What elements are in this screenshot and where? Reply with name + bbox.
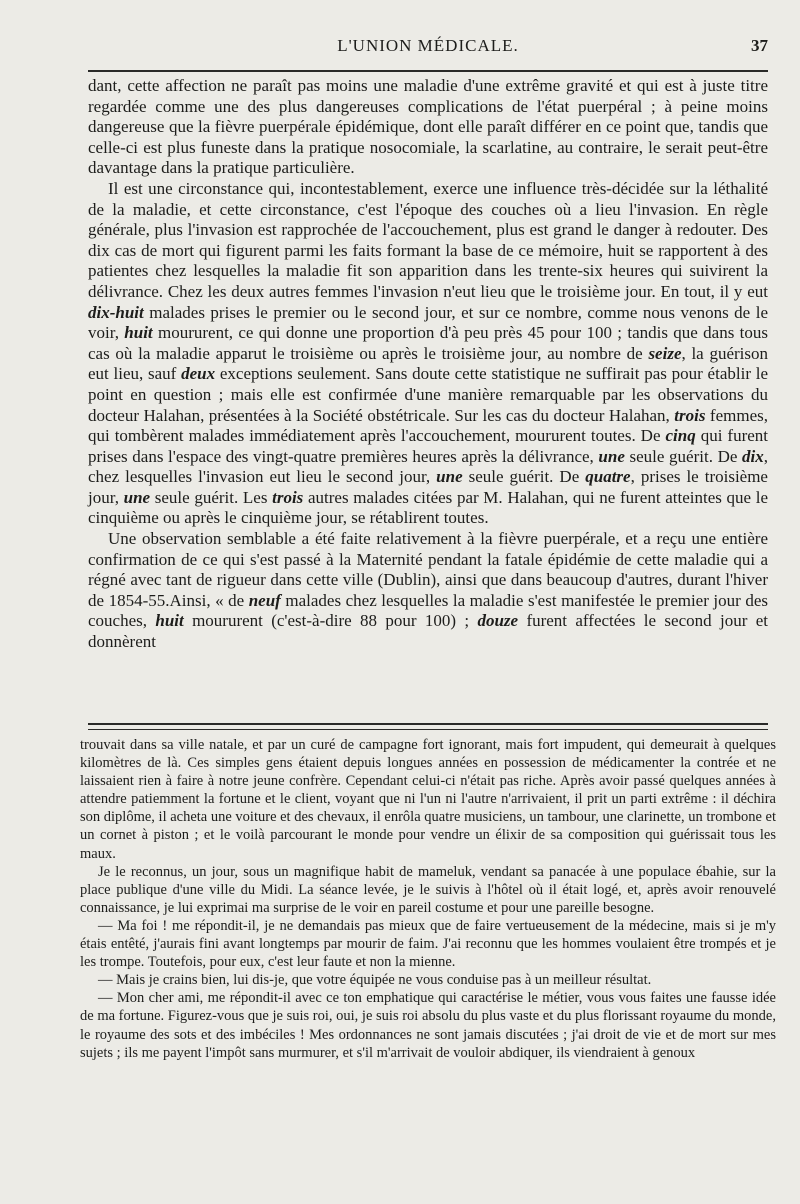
text-run: seule guérit. Les (150, 487, 273, 507)
running-title: L'UNION MÉDICALE. (337, 36, 519, 55)
text-run: dant, cette affection ne paraît pas moins une maladie d'une extrême gravité et qui est à juste titre regardée comme une des plus dangereuses complications de l'état puerpéral ; à peine moins dangereuse que la fièvre puerpérale épidémique, dont elle paraît différer en ce point que, tandis que celle-ci est plus funeste dans la pratique nosocomiale, la scarlatine, au contraire, le serait peut-être davantage dans la pratique particulière. (88, 76, 768, 178)
emphasized-number: trois (674, 405, 706, 425)
emphasized-number: douze (477, 611, 519, 631)
text-run: seule guérit. De (624, 446, 743, 466)
text-run: seule guérit. De (462, 467, 586, 487)
text-run: , la guérison eut lieu, sauf (88, 343, 768, 384)
footnote-separator-thick (88, 723, 768, 725)
emphasized-number: trois (272, 487, 304, 507)
paragraph (88, 76, 768, 179)
text-run: moururent (c'est-à-dire 88 pour 100) ; (183, 611, 478, 631)
text-run: , prises le troisième jour, (88, 467, 768, 507)
text-run: , chez lesquelles l'invasion eut lieu le second jour, (88, 446, 769, 487)
footnote-paragraph: — Mais je crains bien, lui dis-je, que votre équipée ne vous conduise pas à un meilleur résultat. (98, 972, 652, 989)
header-rule (88, 70, 768, 72)
main-text (88, 76, 768, 653)
footnote-paragraph: — Ma foi ! me répondit-il, je ne demandais pas mieux que de faire vertueusement de la médecine, mais si je m'y étais entêté, j'aurais fini avant longtemps par mourir de faim. J'ai reconnu que les hommes voulaient être trompés et je les trompe. Toutefois, pour eux, c'est leur faute et non la mienne. (80, 917, 776, 971)
emphasized-number: une (436, 467, 463, 487)
text-run: furent affectées le second jour et donnèrent (88, 611, 768, 652)
emphasized-number: une (123, 487, 151, 507)
emphasized-number: dix-huit (88, 302, 144, 322)
emphasized-number: cinq (665, 426, 696, 446)
text-run: Une observation semblable a été faite relativement à la fièvre puerpérale, et a reçu une entière confirmation de ce qui s'est passé à la Maternité pendant la fatale épidémie de cette maladie qui a régné avec tant de rigueur dans cette ville (Dublin), ainsi que dans beaucoup d'autres, durant l'hiver de 1854-55.Ainsi, « de (88, 529, 768, 610)
emphasized-number: huit (155, 611, 184, 631)
text-run: autres malades citées par M. Halahan, qui ne furent atteintes que le cinquième ou après le cinquième jour, se rétablirent toutes. (88, 487, 768, 528)
paragraph (88, 179, 768, 529)
page-header (88, 36, 768, 58)
paragraph (88, 529, 768, 653)
text-run: Il est une circonstance qui, incontestablement, exerce une influence très-décidée sur la léthalité de la maladie, et cette circonstance, c'est l'époque des couches où a lieu l'invasion. En règle générale, plus l'invasion est rapprochée de l'accouchement, plus est grand le danger à redouter. Des dix cas de mort qui figurent parmi les faits formant la base de ce mémoire, huit se rapportent à des patientes chez lesquelles la maladie fit son apparition dans les trente-six heures qui suivirent la délivrance. Chez les deux autres femmes l'invasion n'eut lieu que le troisième jour. En tout, il y eut (88, 178, 768, 301)
text-run: malades prises le premier ou le second jour, et sur ce nombre, comme nous venons de le voir, (88, 302, 768, 343)
emphasized-number: neuf (248, 590, 281, 610)
emphasized-number: quatre (585, 467, 631, 487)
footnote-separator-thin (88, 729, 768, 730)
footnote-paragraph: — Mon cher ami, me répondit-il avec ce ton emphatique qui caractérise le métier, vous vous faites une fausse idée de ma fortune. Figurez-vous que je suis roi, oui, je suis roi absolu du plus vaste et du plus florissant royaume du monde, le royaume des sots et des imbéciles ! Mes ordonnances ne sont jamais discutées ; j'ai droit de vie et de mort sur mes sujets ; ils me payent l'impôt sans murmurer, et s'il m'arrivait de vouloir abdiquer, ils viendraient à genoux (80, 990, 776, 1061)
emphasized-number: une (598, 446, 625, 466)
footnote-paragraph: Je le reconnus, un jour, sous un magnifique habit de mameluk, vendant sa panacée à une populace ébahie, sur la place publique d'une ville du Midi. La séance levée, je le suivis à l'hôtel où il était logé, et, après avoir renouvelé connaissance, je lui exprimai ma surprise de le voir en pareil costume et pour une pareille besogne. (80, 863, 776, 916)
emphasized-number: seize (648, 343, 682, 363)
text-run: malades chez lesquelles la maladie s'est manifestée le premier jour des couches, (88, 590, 768, 631)
text-run: moururent, ce qui donne une proportion d'à peu près 45 pour 100 ; tandis que dans tous cas où la maladie apparut le troisième ou après le troisième jour, au nombre de (88, 323, 768, 363)
emphasized-number: deux (181, 364, 216, 384)
text-run: exceptions seulement. Sans doute cette statistique ne suffirait pas pour établir le point en question ; mais elle est confirmée d'une manière remarquable par les observations du docteur Halahan, présentées à la Société obstétricale. Sur les cas du docteur Halahan, (88, 364, 768, 425)
emphasized-number: huit (124, 323, 153, 343)
text-run: femmes, qui tombèrent malades immédiatement après l'accouchement, moururent toutes. De (88, 405, 768, 446)
emphasized-number: dix (742, 446, 764, 466)
footnote-text (80, 736, 776, 1062)
text-run: qui furent prises dans l'espace des vingt-quatre premières heures après la délivrance, (88, 426, 769, 466)
footnote-paragraph: trouvait dans sa ville natale, et par un curé de campagne fort ignorant, mais fort impudent, qui demeurait à quelques kilomètres de là. Ces simples gens étaient depuis longues années en possession de médicamenter la contrée et ne laissaient rien à faire à notre jeune confrère. Cependant celui-ci n'était pas riche. Après avoir passé quelques années à attendre patiemment la fortune et le client, voyant que ni l'un ni l'autre n'arrivaient, il prit un parti extrême : il déchira son diplôme, il acheta une voiture et des chevaux, il enrôla quatre musiciens, un tambour, une clarinette, un trombone et un cornet à piston ; et le voilà parcourant le monde pour vendre un élixir de sa composition qui guérissait tous les maux. (80, 737, 777, 862)
page-number: 37 (751, 36, 768, 55)
